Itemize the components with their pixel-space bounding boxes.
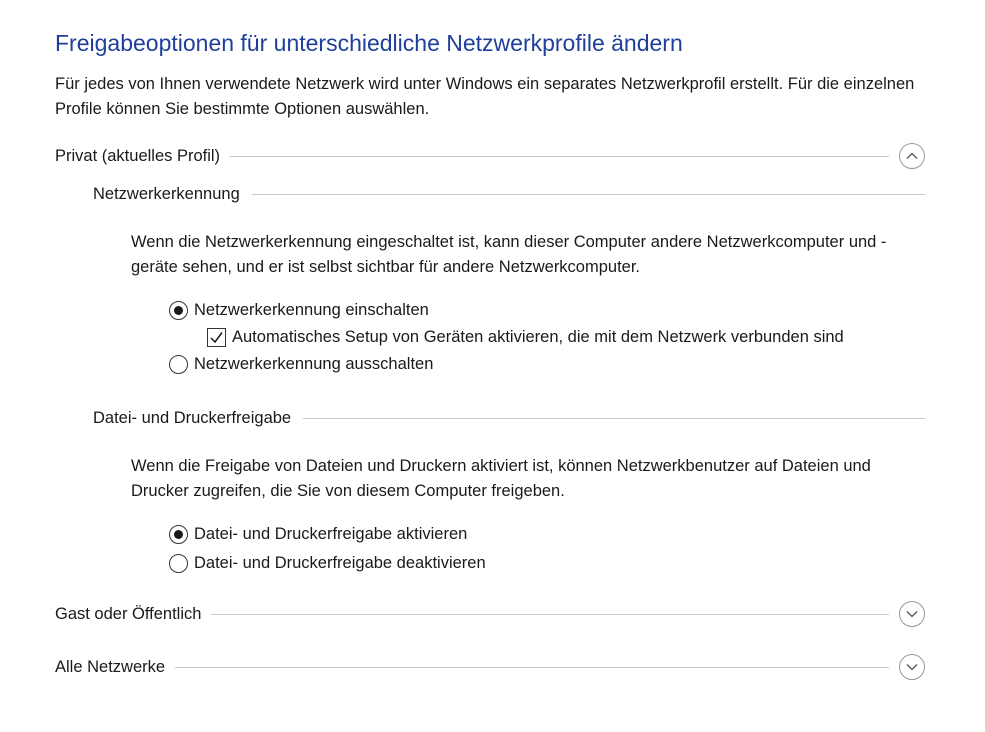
sharing-label: Datei- und Druckerfreigabe [93,408,292,427]
sharing-off-label: Datei- und Druckerfreigabe deaktivieren [194,553,486,572]
expand-guest-button[interactable] [899,601,925,627]
expand-all-button[interactable] [899,654,925,680]
section-all-label: Alle Netzwerke [55,657,166,676]
section-guest-label: Gast oder Öffentlich [55,604,202,623]
auto-setup-label: Automatisches Setup von Geräten aktivieren, die mit dem Netzwerk verbunden sind [232,327,844,346]
radio-indicator[interactable] [169,525,188,544]
chevron-down-icon [905,660,919,674]
radio-indicator[interactable] [169,554,188,573]
auto-setup-checkbox[interactable] [207,325,844,349]
collapse-private-button[interactable] [899,143,925,169]
discovery-on-label: Netzwerkerkennung einschalten [194,300,429,319]
divider [252,194,925,195]
divider [175,667,889,668]
section-all-header[interactable] [55,652,925,682]
radio-indicator[interactable] [169,301,188,320]
sharing-header [93,405,925,431]
sharing-off-radio[interactable] [169,551,486,575]
divider [303,418,925,419]
sharing-description: Wenn die Freigabe von Dateien und Druckern aktiviert ist, können Netzwerkbenutzer auf Dateien und Drucker zugreifen, die Sie von diesem Computer freigeben. [131,457,871,500]
intro-text: Für jedes von Ihnen verwendete Netzwerk wird unter Windows ein separates Netzwerkprofil erstellt. Für die einzelnen Profile können Sie bestimmte Optionen auswählen. [55,75,915,118]
chevron-down-icon [905,607,919,621]
divider [211,614,889,615]
divider [230,156,889,157]
page-title: Freigabeoptionen für unterschiedliche Netzwerkprofile ändern [55,30,683,56]
radio-indicator[interactable] [169,355,188,374]
sharing-on-label: Datei- und Druckerfreigabe aktivieren [194,524,468,543]
discovery-header [93,181,925,207]
chevron-up-icon [905,149,919,163]
discovery-label: Netzwerkerkennung [93,184,240,203]
section-private-label: Privat (aktuelles Profil) [55,146,221,165]
section-guest-header[interactable] [55,599,925,629]
discovery-description: Wenn die Netzwerkerkennung eingeschaltet ist, kann dieser Computer andere Netzwerkcomputer und -geräte sehen, und er ist selbst sichtbar für andere Netzwerkcomputer. [131,233,887,276]
discovery-on-radio[interactable] [169,298,429,322]
section-private-header[interactable] [55,141,925,171]
checkmark-icon [209,330,224,345]
checkbox-indicator[interactable] [207,328,226,347]
discovery-off-radio[interactable] [169,352,433,376]
discovery-off-label: Netzwerkerkennung ausschalten [194,354,434,373]
sharing-on-radio[interactable] [169,522,467,546]
